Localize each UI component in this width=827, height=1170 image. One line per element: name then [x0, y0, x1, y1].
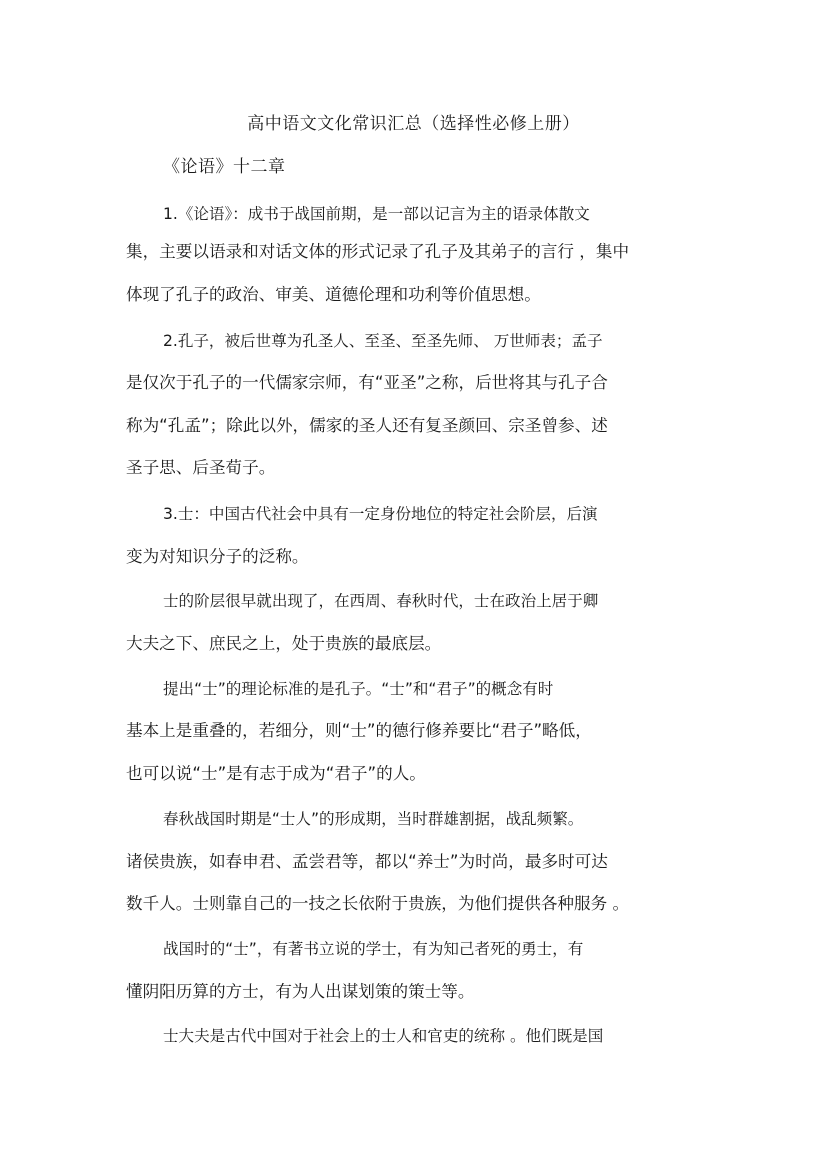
paragraph-line: 提出“士”的理论标准的是孔子。“士”和“君子”的概念有时 [163, 680, 554, 698]
paragraph-line: 1.《论语》：成书于战国前期，是一部以记言为主的语录体散文 [163, 205, 590, 223]
paragraph-line: 也可以说“士”是有志于成为“君子”的人。 [126, 764, 426, 783]
paragraph-line: 战国时的“士”，有著书立说的学士，有为知己者死的勇士，有 [163, 940, 584, 958]
paragraph-line: 数千人。士则靠自己的一技之长依附于贵族，为他们提供各种服务 。 [126, 894, 630, 913]
paragraph-line: 懂阴阳历算的方士，有为人出谋划策的策士等。 [126, 982, 475, 1001]
paragraph-line: 集，主要以语录和对话文体的形式记录了孔子及其弟子的言行 ，集中 [126, 242, 630, 261]
paragraph-line: 诸侯贵族，如春申君、孟尝君等，都以“养士”为时尚，最多时可达 [126, 852, 608, 871]
paragraph-line: 春秋战国时期是“士人”的形成期，当时群雄割据，战乱频繁。 [163, 810, 584, 828]
paragraph-line: 变为对知识分子的泛称。 [126, 547, 309, 566]
paragraph-line: 体现了孔子的政治、审美、道德伦理和功利等价值思想。 [126, 285, 541, 304]
paragraph-line: 士大夫是古代中国对于社会上的士人和官吏的统称 。他们既是国 [163, 1027, 604, 1045]
document-title: 高中语文文化常识汇总（选择性必修上册） [247, 114, 580, 134]
paragraph-line: 大夫之下、庶民之上，处于贵族的最底层。 [126, 634, 442, 653]
paragraph-line: 基本上是重叠的，若细分，则“士”的德行修养要比“君子”略低， [126, 721, 592, 740]
paragraph-line: 2.孔子，被后世尊为孔圣人、至圣、至圣先师、 万世师表；孟子 [163, 332, 603, 350]
section-heading: 《论语》十二章 [163, 157, 286, 177]
paragraph-line: 3.士：中国古代社会中具有一定身份地位的特定社会阶层，后演 [163, 505, 598, 523]
paragraph-line: 称为“孔孟”；除此以外，儒家的圣人还有复圣颜回、宗圣曾参、述 [126, 416, 608, 435]
paragraph-line: 士的阶层很早就出现了，在西周、春秋时代，士在政治上居于卿 [163, 592, 599, 610]
paragraph-line: 圣子思、后圣荀子。 [126, 458, 276, 477]
paragraph-line: 是仅次于孔子的一代儒家宗师，有“亚圣”之称，后世将其与孔子合 [126, 373, 608, 392]
